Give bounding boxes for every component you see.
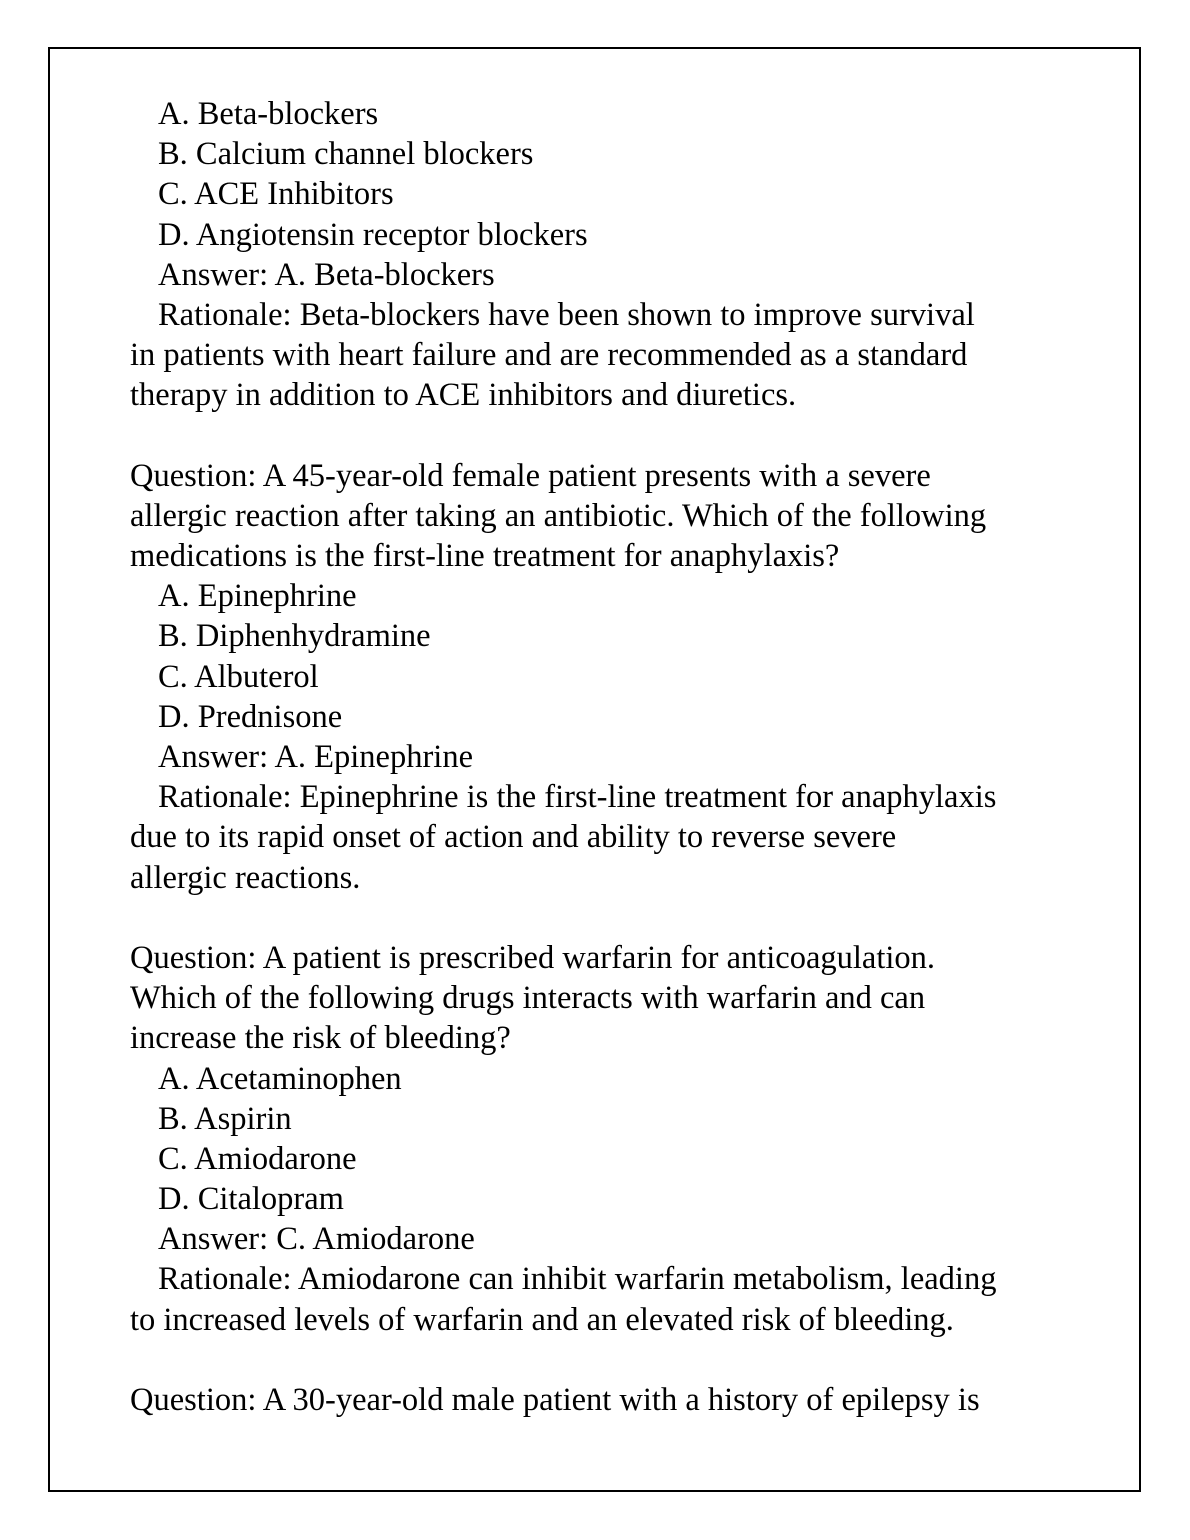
option-d: D. Citalopram	[158, 1181, 344, 1218]
rationale-line: in patients with heart failure and are recommended as a standard	[130, 337, 968, 374]
document-body	[130, 94, 1090, 1420]
option-d: D. Angiotensin receptor blockers	[158, 216, 588, 253]
paragraph-gap	[130, 1340, 1090, 1380]
rationale-line: Rationale: Epinephrine is the first-line treatment for anaphylaxis	[158, 779, 997, 816]
option-a: A. Epinephrine	[158, 578, 357, 615]
paragraph-gap	[130, 416, 1090, 456]
rationale-line: allergic reactions.	[130, 859, 361, 896]
option-a: A. Beta-blockers	[158, 96, 379, 132]
answer-line: Answer: A. Beta-blockers	[158, 256, 495, 293]
rationale-line: therapy in addition to ACE inhibitors and diuretics.	[130, 377, 797, 414]
question-line: Question: A patient is prescribed warfarin for anticoagulation.	[130, 939, 936, 976]
option-d: D. Prednisone	[158, 698, 343, 735]
paragraph-gap	[130, 898, 1090, 938]
question-line: Question: A 45-year-old female patient presents with a severe	[130, 457, 931, 494]
option-c: C. Amiodarone	[158, 1140, 357, 1177]
option-b: B. Calcium channel blockers	[158, 136, 534, 173]
rationale-line: due to its rapid onset of action and ability to reverse severe	[130, 819, 897, 856]
rationale-line: to increased levels of warfarin and an elevated risk of bleeding.	[130, 1301, 954, 1338]
question-line: increase the risk of bleeding?	[130, 1020, 511, 1057]
option-c: C. Albuterol	[158, 658, 319, 695]
rationale-line: Rationale: Amiodarone can inhibit warfarin metabolism, leading	[158, 1261, 997, 1298]
option-b: B. Diphenhydramine	[158, 618, 431, 655]
answer-line: Answer: C. Amiodarone	[158, 1221, 475, 1258]
option-c: C. ACE Inhibitors	[158, 176, 394, 213]
question-line: Question: A 30-year-old male patient with a history of epilepsy is	[130, 1382, 980, 1418]
question-line: medications is the first-line treatment for anaphylaxis?	[130, 538, 840, 575]
rationale-line: Rationale: Beta-blockers have been shown to improve survival	[158, 296, 975, 333]
option-a: A. Acetaminophen	[158, 1060, 402, 1097]
answer-line: Answer: A. Epinephrine	[158, 739, 474, 775]
question-line: allergic reaction after taking an antibiotic. Which of the following	[130, 497, 987, 534]
option-b: B. Aspirin	[158, 1100, 292, 1137]
question-line: Which of the following drugs interacts with warfarin and can	[130, 980, 926, 1017]
